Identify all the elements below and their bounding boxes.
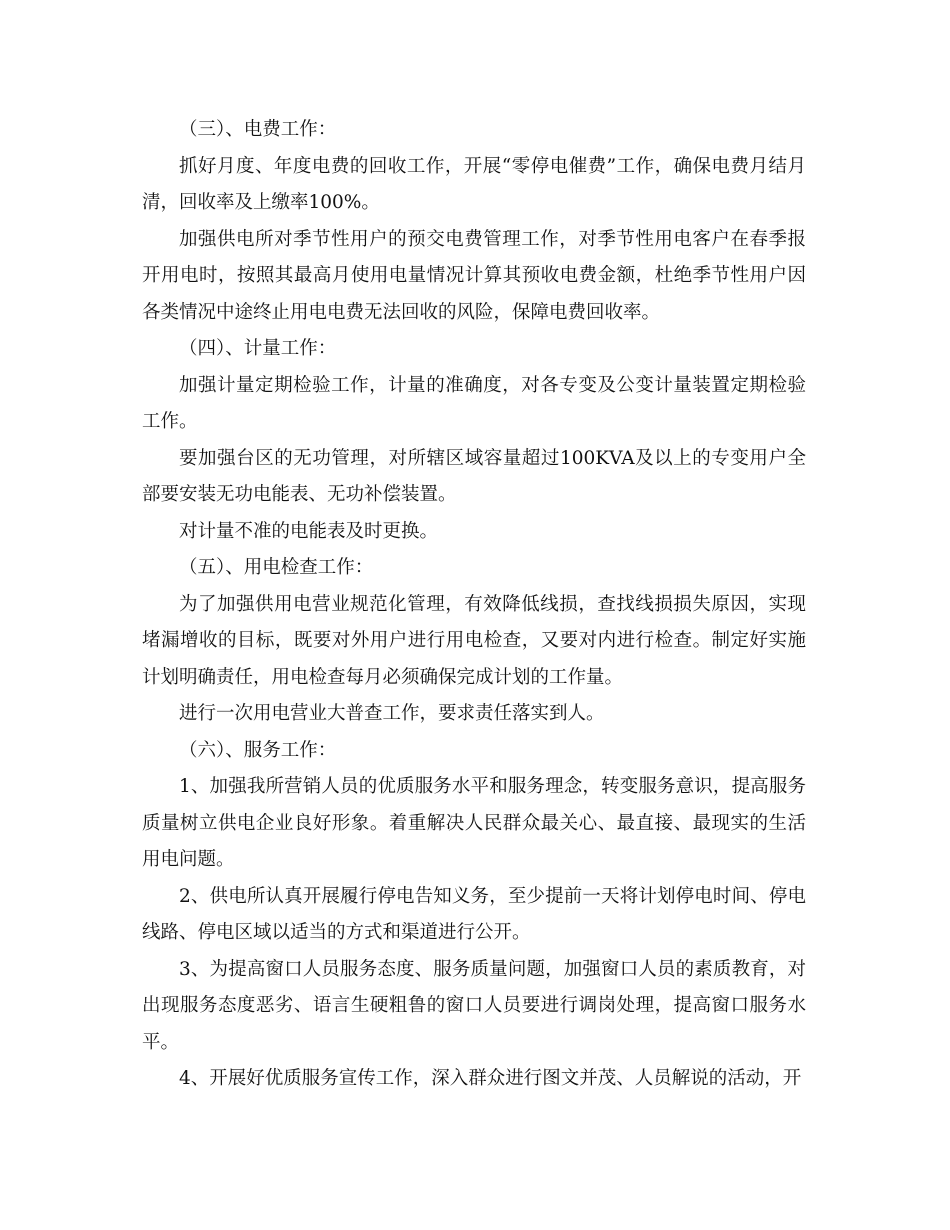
paragraph: 对计量不准的电能表及时更换。 [179,520,439,542]
paragraph: 3、为提高窗口人员服务态度、服务质量问题，加强窗口人员的素质教育，对出现服务态度恶劣、语言生硬粗鲁的窗口人员要进行调岗处理，提高窗口服务水平。 [142,958,806,1053]
section-heading-inspection: （五）、用电检查工作： [179,557,374,578]
paragraph: 进行一次用电营业大普查工作，要求责任落实到人。 [179,703,605,724]
paragraph: 为了加强供用电营业规范化管理，有效降低线损，查找线损损失原因，实现堵漏增收的目标，既要对外用户进行用电检查，又要对内进行检查。制定好实施计划明确责任，用电检查每月必须确保完成计划的工作量。 [142,593,806,688]
paragraph: 2、供电所认真开展履行停电告知义务，至少提前一天将计划停电时间、停电线路、停电区域以适当的方式和渠道进行公开。 [142,885,806,943]
paragraph: 4、开展好优质服务宣传工作，深入群众进行图文并茂、人员解说的活动，开 [179,1068,802,1089]
paragraph: 要加强台区的无功管理，对所辖区域容量超过100KVA及以上的专变用户全部要安装无功电能表、无功补偿装置。 [142,447,806,505]
section-heading-metering: （四）、计量工作： [179,338,337,359]
paragraph: 加强计量定期检验工作，计量的准确度，对各专变及公变计量装置定期检验工作。 [142,374,806,432]
document-body [142,112,806,1098]
paragraph: 1、加强我所营销人员的优质服务水平和服务理念，转变服务意识，提高服务质量树立供电企业良好形象。着重解决人民群众最关心、最直接、最现实的生活用电问题。 [142,776,806,870]
paragraph: 抓好月度、年度电费的回收工作，开展“零停电催费”工作，确保电费月结月清，回收率及上缴率100%。 [142,155,806,213]
section-heading-service: （六）、服务工作： [179,739,337,761]
section-heading-electricity-fee: （三）、电费工作： [179,119,337,140]
paragraph: 加强供电所对季节性用户的预交电费管理工作，对季节性用电客户在春季报开用电时，按照其最高月使用电量情况计算其预收电费金额，杜绝季节性用户因各类情况中途终止用电电费无法回收的风险，保障电费回收率。 [142,228,806,323]
